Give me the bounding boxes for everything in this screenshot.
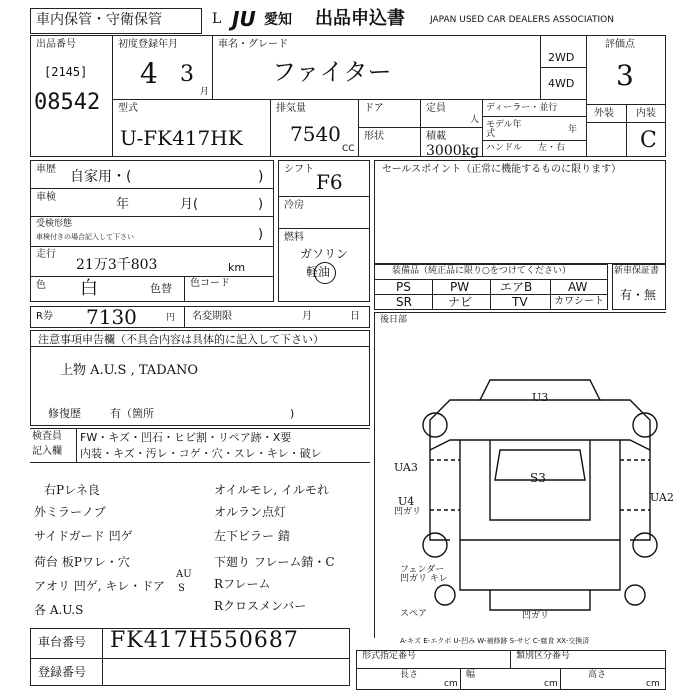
interior-grade: C [640,128,657,153]
inspection-line-5: サイドガード 凹ゲ [34,529,133,543]
handle-options: 左・右 [538,143,566,153]
grade-label: 評価点 [605,39,635,50]
fuel-circle [314,262,336,284]
diagram-fender-note: フェンダー 凹ガリ キレ [400,565,448,584]
diagram-mark-ua3: UA3 [394,461,418,474]
mileage-value: 21万3千803 [76,257,158,273]
inspection-line-2: オイルモレ, イルモれ [214,483,330,497]
mileage-label: 走行 [36,249,56,260]
diagram-mark-ua2: UA2 [650,491,674,504]
inspection-label: 車検 [36,192,56,203]
page-subtitle: JAPAN USED CAR DEALERS ASSOCIATION [430,15,614,25]
acceptance-note: 車検付きの場合記入して下さい [36,233,134,241]
equip-pw: PW [450,280,470,294]
first-reg-month: 3 [180,62,194,87]
year-unit: 年 [568,125,578,135]
acceptance-label: 受検形態 [36,219,73,229]
inspection-line-1: 右Pレネ良 [44,483,100,497]
shift-value: F6 [316,170,343,194]
equip-ps: PS [396,280,411,294]
color-label: 色 [36,280,46,291]
model-year-label: モデル年式 [486,120,522,139]
load-label: 積載 [426,131,446,142]
length-label: 長さ [400,670,419,680]
displacement-value: 7540 [290,122,341,146]
chassis-label: 車台番号 [38,635,87,649]
capacity-unit: 人 [470,115,480,125]
fuel-label: 燃料 [284,232,304,243]
repair-value: 有（箇所 [110,407,154,420]
cc-unit: CC [342,144,355,154]
height-label: 高さ [588,670,607,680]
diagram-legend: A-キズ E-エクボ U-凹み W-補修跡 S-サビ C-腐食 XX-交換済 [400,637,590,645]
month-unit: 月 [200,87,210,97]
load-value: 3000kg [426,143,480,159]
inspection-line-6: 左下ビラー 錆 [214,529,290,543]
chassis-value: FK417H550687 [110,628,299,653]
model-name-label: 車名・グレード [218,39,288,50]
door-label: ドア [364,103,384,114]
ac-label: 冷房 [284,200,304,211]
inspection-month: 月( [180,197,199,212]
page-title: 出品申込書 [315,8,405,29]
sales-point-label: セールスポイント（正常に機能するものに限ります） [382,164,622,175]
fuel-gasoline: ガソリン [300,247,349,261]
nameplate-label: 名変期限 [192,311,232,322]
sales-point-block [374,160,666,264]
equip-aw: AW [568,280,588,294]
first-reg-label: 初度登録年月 [118,39,178,50]
equipment-label: 装備品（純正品に限り○をつけてください） [392,266,571,276]
yen-unit: 円 [166,313,176,323]
inspection-row2: 内装・キズ・汚レ・コゲ・穴・スレ・キレ・破レ [80,447,322,460]
acceptance-close: ) [258,227,264,242]
lot-number-label: 出品番号 [36,39,76,50]
notes-value: 上物 A.U.S , TADANO [60,363,199,378]
inspection-line-4: オルラン点灯 [214,505,287,519]
diagram-spare-label: スペア [400,609,428,619]
equip-airbag: エアB [500,280,533,294]
warranty-options: 有・無 [620,288,657,302]
model-code: U-FK417HK [120,126,243,150]
diagram-mark-u3: U3 [532,391,549,404]
model-name: ファイター [272,58,392,86]
diagram-mark-s3: S3 [530,471,546,485]
displacement-label: 排気量 [276,103,306,114]
diagram-bottom-note: 凹ガリ [522,611,550,621]
inspection-line-8: 下廻り フレーム錆・C [214,555,335,569]
color-swap-label: 色替 [150,282,172,295]
first-reg-year: 4 [140,57,158,90]
lot-number: 08542 [34,90,101,115]
lot-bracket: [2145] [44,65,88,79]
reg-label: 登録番号 [38,665,87,679]
dealer-label: ディーラー・並行 [486,103,558,113]
equip-leather: カワシート [554,296,604,307]
side-mark-s: S [178,583,185,594]
repair-label: 修復歴 [48,407,81,420]
width-label: 幅 [466,670,476,680]
color-code-label: 色コード [190,278,230,289]
inspection-line-10: Rフレーム [214,577,271,591]
fuel-diesel: 軽油 [306,265,331,279]
equip-tv: TV [512,295,528,309]
diagram-note-left: 凹ガリ [394,507,422,517]
cm-unit-2: cm [544,679,558,689]
ju-logo: JU [232,7,256,31]
history-label: 車歴 [36,164,56,175]
r-ticket-value: 7130 [86,305,137,329]
exterior-label: 外装 [594,108,614,119]
drive-4wd: 4WD [548,77,575,90]
model-code-label: 型式 [118,103,138,114]
inspection-line-9: アオリ 凹ゲ, キレ・ドア [34,579,165,593]
inspection-row1: FW・キズ・凹石・ヒビ割・リペア跡・X要 [80,431,292,444]
header-mark: L [212,11,222,27]
history-block [30,160,274,302]
inspection-year: 年 [116,197,130,212]
grade-value: 3 [616,59,634,92]
inspection-close: ) [258,197,264,212]
equip-navi: ナビ [448,295,473,309]
capacity-label: 定員 [426,103,446,114]
history-close: ) [258,169,264,185]
r-ticket-label: R券 [36,311,53,322]
diagram-mark-u4: U4 [398,495,415,508]
notes-label: 注意事項申告欄（不具合内容は具体的に記入して下さい） [38,333,324,346]
record-label: 記入欄 [32,446,62,457]
format-label: 形式指定番号 [362,651,417,661]
shift-label: シフト [284,164,314,175]
warranty-label: 新車保証書 [614,266,660,276]
inspection-line-12: Rクロスメンバー [214,599,307,613]
equip-sr: SR [396,295,412,309]
side-mark-au: AU [176,569,192,580]
header-region: 愛知 [264,12,292,28]
history-value: 自家用・( [70,169,132,185]
storage-label: 車内保管・守衛保管 [36,12,162,28]
handle-label: ハンドル [486,143,523,153]
color-value: 白 [80,278,98,299]
mileage-unit: km [228,261,246,274]
cm-unit-3: cm [646,679,660,689]
inspection-line-11: 各 A.U.S [34,603,84,617]
drive-2wd: 2WD [548,51,575,64]
nameplate-day: 日 [350,311,360,322]
shape-label: 形状 [364,131,384,142]
repair-close: ) [290,407,295,420]
category-label: 類別区分番号 [516,651,571,661]
inspector-label: 検査員 [32,431,62,442]
interior-label: 内装 [636,108,656,119]
cm-unit-1: cm [444,679,458,689]
inspection-line-3: 外ミラーノブ [34,505,106,519]
nameplate-month: 月 [302,311,312,322]
rear-label: 後日部 [380,315,408,325]
inspection-line-7: 荷台 板Pワレ・穴 [34,555,130,569]
